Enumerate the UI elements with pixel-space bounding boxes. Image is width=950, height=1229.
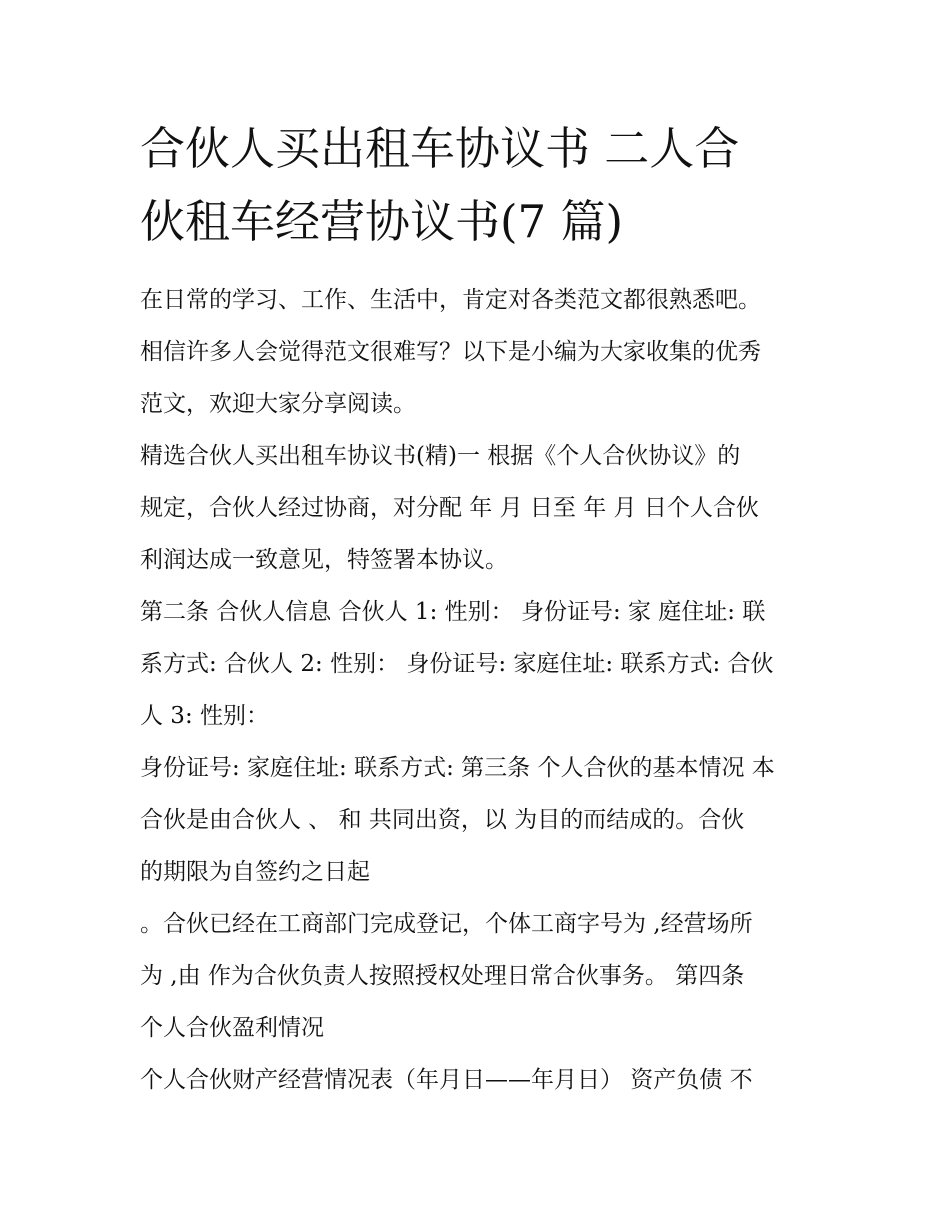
text-line: 个人合伙财产经营情况表（年月日——年月日） 资产负债 不 <box>140 1067 753 1093</box>
text-line: 范文，欢迎大家分享阅读。 <box>140 391 416 417</box>
text-line: 第二条 合伙人信息 合伙人 1: 性别： 身份证号: 家 庭住址: 联 <box>140 599 766 625</box>
title-line: 合伙人买出租车协议书 二人合 <box>140 122 740 175</box>
text-line: 身份证号: 家庭住址: 联系方式: 第三条 个人合伙的基本情况 本 <box>140 755 775 781</box>
text-line: 。合伙已经在工商部门完成登记，个体工商字号为 ,经营场所 <box>140 911 753 937</box>
text-line: 的期限为自签约之日起 <box>140 859 370 885</box>
text-line: 利润达成一致意见，特签署本协议。 <box>140 547 508 573</box>
text-line: 人 3: 性别： <box>140 703 270 729</box>
paragraph-intro <box>140 274 820 430</box>
paragraph-agreement-basis <box>140 430 820 586</box>
paragraph-financial-table <box>140 1054 820 1106</box>
text-line: 合伙是由合伙人 、 和 共同出资，以 为目的而结成的。合伙 <box>140 807 745 833</box>
text-line: 个人合伙盈利情况 <box>140 1015 324 1041</box>
text-line: 规定，合伙人经过协商，对分配 年 月 日至 年 月 日个人合伙 <box>140 495 759 521</box>
text-line: 精选合伙人买出租车协议书(精)一 根据《个人合伙协议》的 <box>140 443 741 469</box>
paragraph-article-2 <box>140 586 820 742</box>
title-line: 伙租车经营协议书(7 篇) <box>140 195 624 248</box>
paragraph-article-3 <box>140 742 820 898</box>
paragraph-registration <box>140 898 820 1054</box>
text-line: 在日常的学习、工作、生活中，肯定对各类范文都很熟悉吧。 <box>140 287 761 313</box>
document-title <box>140 112 820 258</box>
text-line: 系方式: 合伙人 2: 性别： 身份证号: 家庭住址: 联系方式: 合伙 <box>140 651 774 677</box>
text-line: 相信许多人会觉得范文很难写？以下是小编为大家收集的优秀 <box>140 339 761 365</box>
text-line: 为 ,由 作为合伙负责人按照授权处理日常合伙事务。 第四条 <box>140 963 745 989</box>
